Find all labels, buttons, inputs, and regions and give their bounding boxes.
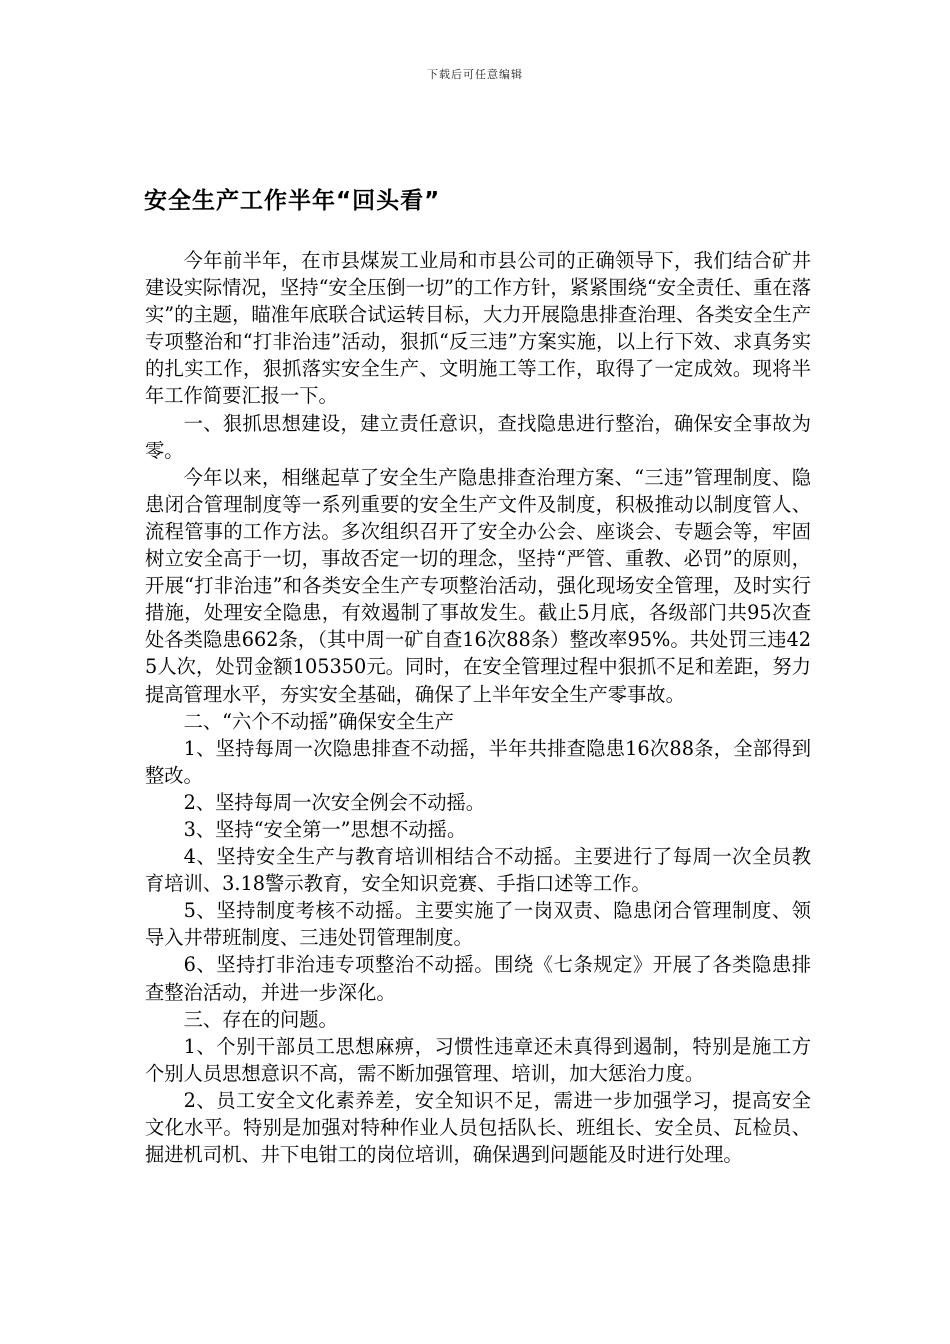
header-note: 下载后可任意编辑 [427, 68, 523, 81]
document-body [145, 247, 811, 1168]
list-item: 1、坚持每周一次隐患排查不动摇，半年共排查隐患16次88条，全部得到整改。 [145, 736, 811, 787]
document-title: 安全生产工作半年“回头看” [144, 188, 441, 214]
section-heading-1: 一、狠抓思想建设，建立责任意识，查找隐患进行整治，确保安全事故为零。 [145, 411, 811, 462]
list-item: 2、员工安全文化素养差，安全知识不足，需进一步加强学习，提高安全文化水平。特别是加强对特种作业人员包括队长、班组长、安全员、瓦检员、掘进机司机、井下电钳工的岗位培训，确保遇到问题能及时进行处理。 [145, 1088, 811, 1167]
list-item: 2、坚持每周一次安全例会不动摇。 [183, 790, 486, 814]
section-heading-2: 二、“六个不动摇”确保安全生产 [183, 709, 454, 733]
list-item: 5、坚持制度考核不动摇。主要实施了一岗双责、隐患闭合管理制度、领导入井带班制度、三违处罚管理制度。 [145, 899, 811, 950]
section-heading-3: 三、存在的问题。 [183, 1007, 338, 1031]
list-item: 3、坚持“安全第一”思想不动摇。 [183, 817, 467, 841]
list-item: 6、坚持打非治违专项整治不动摇。围绕《七条规定》开展了各类隐患排查整治活动，并进一步深化。 [145, 953, 811, 1004]
intro-paragraph: 今年前半年，在市县煤炭工业局和市县公司的正确领导下，我们结合矿井建设实际情况，坚持“安全压倒一切”的工作方针，紧紧围绕“安全责任、重在落实”的主题，瞄准年底联合试运转目标，大力开展隐患排查治理、各类安全生产专项整治和“打非治违”活动，狠抓“反三违”方案实施，以上行下效、求真务实的扎实工作，狠抓落实安全生产、文明施工等工作，取得了一定成效。现将半年工作简要汇报一下。 [145, 249, 811, 408]
list-item: 4、坚持安全生产与教育培训相结合不动摇。主要进行了每周一次全员教育培训、3.18警示教育，安全知识竞赛、手指口述等工作。 [145, 845, 811, 896]
body-paragraph: 今年以来，相继起草了安全生产隐患排查治理方案、“三违”管理制度、隐患闭合管理制度等一系列重要的安全生产文件及制度，积极推动以制度管人、流程管事的工作方法。多次组织召开了安全办公会、座谈会、专题会等，牢固树立安全高于一切，事故否定一切的理念，坚持“严管、重教、必罚”的原则，开展“打非治违”和各类安全生产专项整治活动，强化现场安全管理，及时实行措施，处理安全隐患，有效遏制了事故发生。截止5月底，各级部门共95次查处各类隐患662条，（其中周一矿自查16次88条）整改率95%。共处罚三违425人次，处罚金额105350元。同时，在安全管理过程中狠抓不足和差距，努力提高管理水平，夯实安全基础，确保了上半年安全生产零事故。 [145, 465, 811, 706]
list-item: 1、个别干部员工思想麻痹，习惯性违章还未真得到遏制，特别是施工方个别人员思想意识不高，需不断加强管理、培训，加大惩治力度。 [145, 1034, 811, 1085]
